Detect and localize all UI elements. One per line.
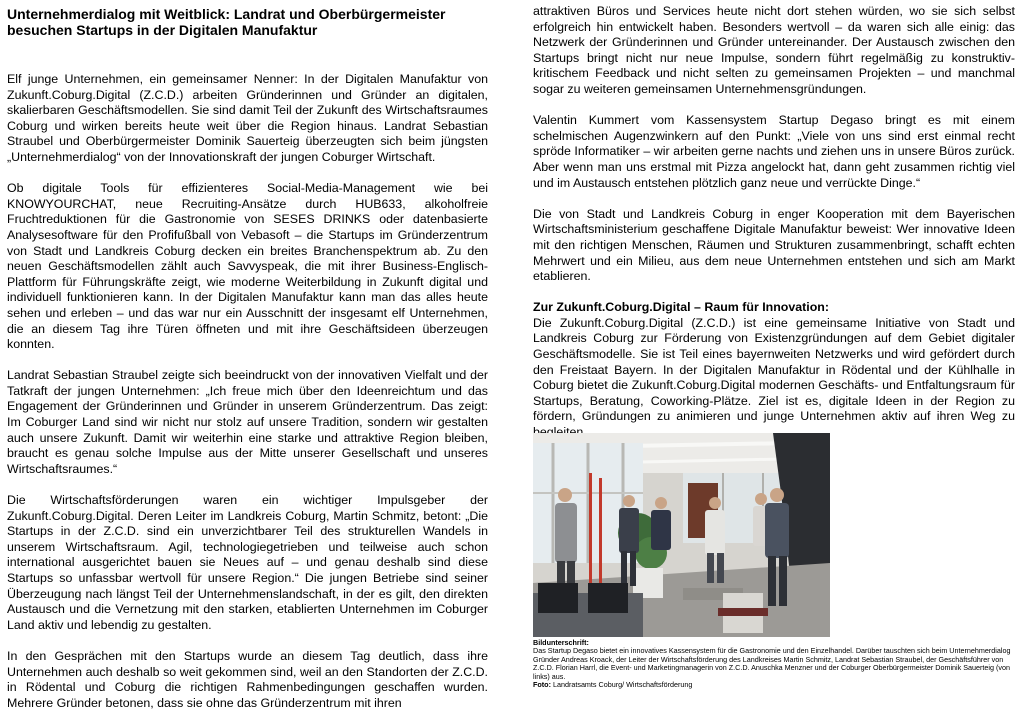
paragraph: Valentin Kummert vom Kassensystem Startup Degaso bringt es mit einem schelmischen Augenzwinkern auf den Punkt: „Viele von uns sind erst einmal recht spröde Informatiker – wir arbeiten gerne nachts und ziehen uns in unsere Büros zurück. Aber wenn man uns erstmal mit Pizza angelockt hat, dann geht zusammen richtig viel und im Austausch entstehen plötzlich ganz neue und verrückte Dinge.“ — [533, 113, 1015, 190]
event-photo — [533, 433, 830, 637]
photo-caption — [533, 639, 1015, 689]
paragraph: Die Zukunft.Coburg.Digital (Z.C.D.) ist eine gemeinsame Initiative von Stadt und Landkreis Coburg zur Förderung von Existenzgründungen auf dem Gebiet digitaler Geschäftsmodelle. Sie ist Teil eines bayernweiten Netzwerks und wird gefördert durch den Freistaat Bayern. In der Digitalen Manufaktur in Rödental und der Kühlhalle in Coburg bietet die Zukunft.Coburg.Digital modernen Geschäfts- und Entfaltungsraum für Startups, Beratung, Coworking-Plätze. Ziel ist es, digitale Ideen in der Region zu fördern, Gründungen zu animieren und junge Unternehmen aktiv auf ihren Weg zu — [533, 315, 1015, 424]
left-column — [7, 0, 488, 711]
office-scene-illustration — [533, 433, 830, 637]
right-column — [533, 0, 1015, 441]
paragraph: attraktiven Büros und Services heute nicht dort stehen würden, wo sie sich selbst erfolgreich hin entwickelt haben. Besonders wertvoll – da waren sich alle einig: das Netzwerk der Gründerinnen und Gründer untereinander. Der Austausch zwischen den Startups bringt nicht nur neue Impulse, sondern führt regelmäßig zu konstruktiv-kritischem Feedback und nicht selten zu gemeinsamen Projekten – und manchmal sogar zu weiteren gemeinsamen Unternehmensgründungen. — [533, 4, 1015, 96]
paragraph: Die Wirtschaftsförderungen waren ein wichtiger Impulsgeber der Zukunft.Coburg.Digital. Deren Leiter im Landkreis Coburg, Martin Schmitz, betont: „Die Startups in der Z.C.D. sind ein unverzichtbarer Teil des strukturellen Wandels in unserem Wirtschaftsraum. Agil, technologiegetrieben und teilweise auch schon international ausgerichtet bauen sie Neues auf – und genau deshalb sind diese Startups so unfassbar wertvoll für unsere Region.“ Die jungen Betriebe sind seiner Überzeugung nach längst Teil der Unternehmenslandschaft, in der es gilt, den direkten Austausch und die Vernetzung mit den starken, etablierten Unternehmen im Coburger Land aktiv und lebendig zu gestalten. — [7, 493, 488, 632]
caption-text: Das Startup Degaso bietet ein innovatives Kassensystem für die Gastronomie und den Einzelhandel. Darüber tauschten sich beim Unternehmerdialog Gründer Andreas Kroack, der Leiter der Wirtschaftsförderung des Landkreises Martin Schmitz, Landrat Sebastian Straubel, der Geschäftsführer von Z.C.D. Florian Harrl, die Event- und Marketingmanagerin von Z.C.D. Anuschka Menzner und der Coburger Oberbürgermeister Dominik Sauerteig (von links) aus. — [533, 646, 1011, 681]
paragraph: Elf junge Unternehmen, ein gemeinsamer Nenner: In der Digitalen Manufaktur von Zukunft.Coburg.Digital (Z.C.D.) arbeiten Gründerinnen und Gründer an digitalen, skalierbaren Geschäftsmodellen. Sie sind damit Teil der Zukunft des Wirtschaftsraumes Coburg und wirken bereits heute weit über die Region hinaus. Landrat Sebastian Straubel und Oberbürgermeister Dominik Sauerteig überzeugten sich beim jüngsten „Unternehmerdialog“ von der Innovationskraft der jungen Coburger Wirtschaft. — [7, 72, 488, 164]
paragraph: Ob digitale Tools für effizienteres Social-Media-Management wie bei KNOWYOURCHAT, neue Recruiting-Ansätze durch HUB633, alkoholfreie Fruchtreduktionen für die Gastronomie von SESES DRINKS oder datenbasierte Analysesoftware für den Profifußball von Vebasoft – die Startups im Gründerzentrum von Stadt und Landkreis Coburg decken ein breites Branchenspektrum ab. Zu den neuen Geschäftsmodellen zählt auch Savvyspeak, die mit ihrer Business-Englisch-Plattform für Führungskräfte zeigt, wie moderne Weiterbildung in Zukunft digital und individuell funktionieren kann. In der Digitalen Manufaktur kann man das alles heute sehen und erleben – und das war nur ein Ausschnitt der insgesamt elf Unternehmen, die an diesem Tag ihre Türen öffneten und mit ihre Geschäftsideen überzeugen konnten. — [7, 181, 488, 352]
paragraph: Landrat Sebastian Straubel zeigte sich beeindruckt von der innovativen Vielfalt und der Tatkraft der jungen Unternehmen: „Ich freue mich über den Ideenreichtum und das Engagement der Gründerinnen und Gründer in unserem Gründerzentrum. Das zeigt: Im Coburger Land sind wir nicht nur stolz auf unsere Tradition, sondern wir gestalten auch unsere Zukunft. Damit wir weiterhin eine starke und attraktive Region bleiben, braucht es genau solche Impulse aus der Mitte unserer Gesellschaft und unseres Wirtschaftsraumes.“ — [7, 368, 488, 476]
photo-credit: Landratsamts Coburg/ Wirtschaftsförderung — [552, 680, 693, 690]
caption-label: Bildunterschrift: — [533, 638, 589, 647]
paragraph: In den Gesprächen mit den Startups wurde an diesem Tag deutlich, dass ihre Unternehmen auch deshalb so weit gekommen sind, weil an den Standorten der Z.C.D. in Rödental und Coburg die richtigen Rahmenbedingungen geschaffen wurden. Mehrere Gründer betonen, dass sie ohne das Gründerzentrum mit ihren — [7, 648, 488, 710]
paragraph: Die von Stadt und Landkreis Coburg in enger Kooperation mit dem Bayerischen Wirtschaftsministerium geschaffene Digitale Manufaktur beweist: Wer innovative Ideen mit den richtigen Menschen, Räumen und Strukturen zusammenbringt, schafft echten Mehrwert und ein Milieu, aus dem neue Unternehmen entstehen und sich am Markt etablieren. — [533, 206, 1015, 284]
photo-credit-label: Foto: — [533, 680, 551, 690]
section-subheading: Zur Zukunft.Coburg.Digital – Raum für Innovation: — [533, 300, 829, 315]
article-title: Unternehmerdialog mit Weitblick: Landrat und Oberbürgermeister besuchen Startups in der Digitalen Manufaktur — [7, 6, 446, 38]
